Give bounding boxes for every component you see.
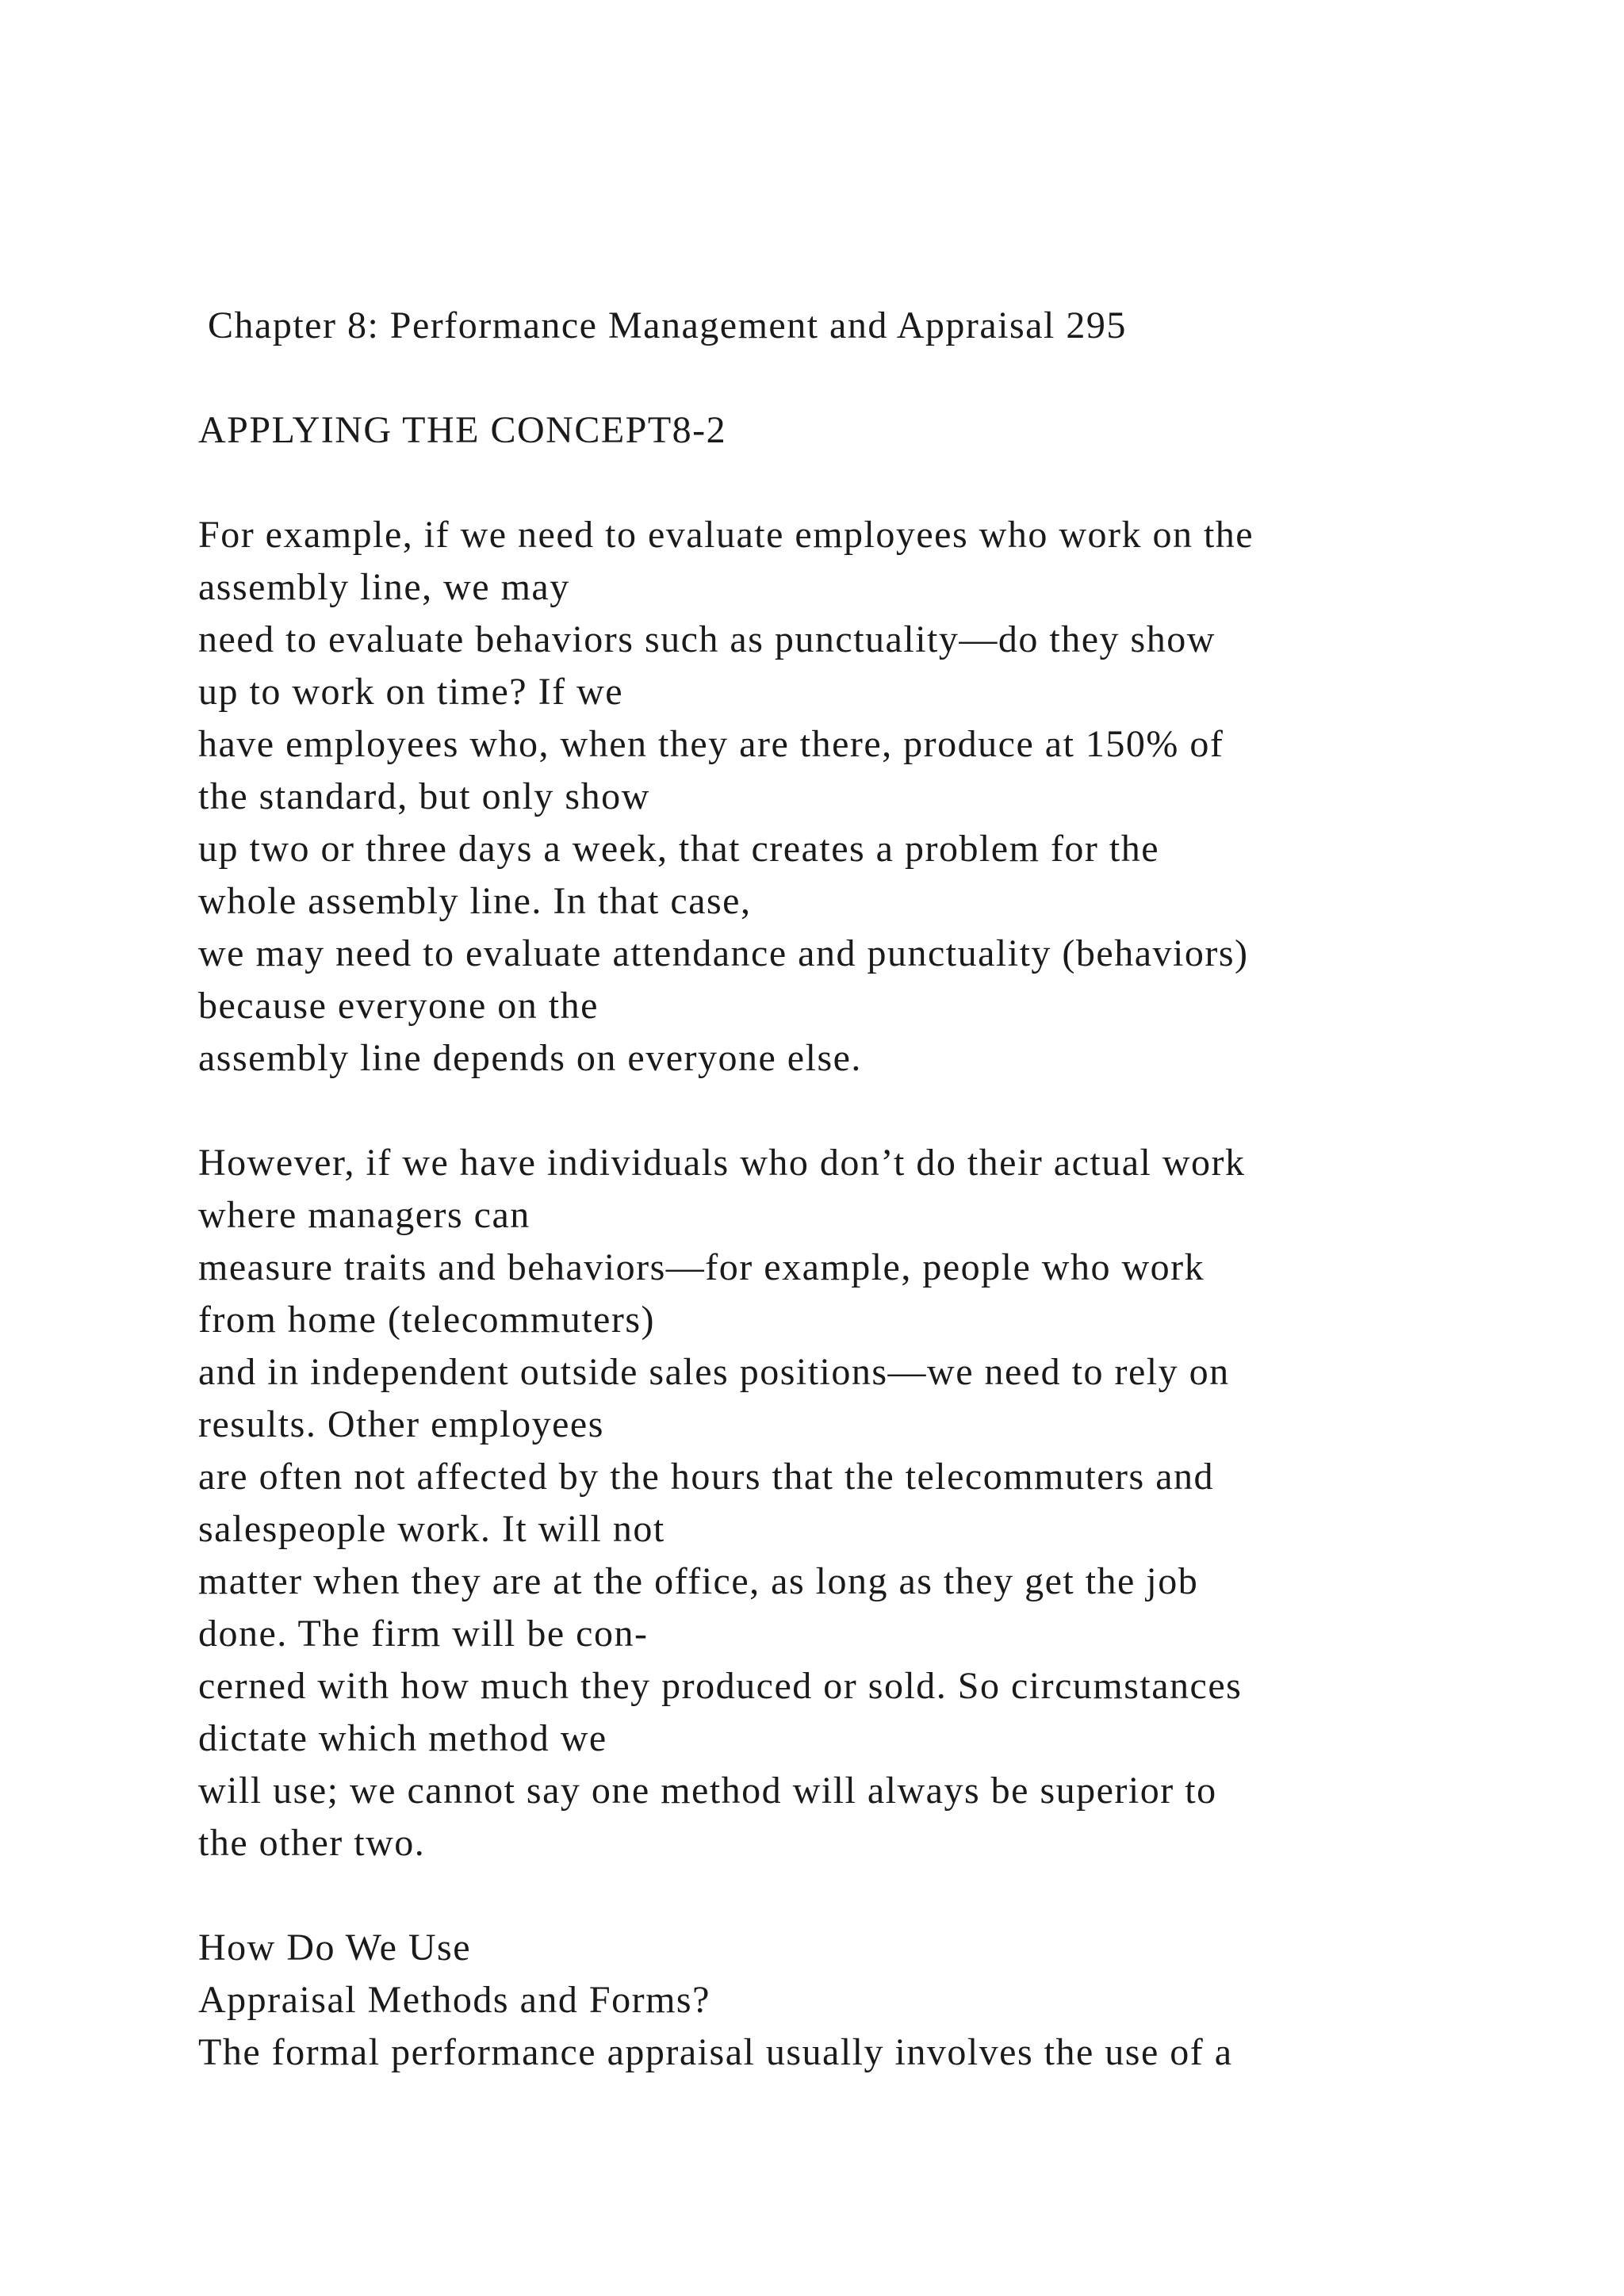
text-line: salespeople work. It will not bbox=[198, 1508, 665, 1550]
text-line: done. The firm will be con- bbox=[198, 1613, 649, 1655]
chapter-header-text: Chapter 8: Performance Management and Appraisal 295 bbox=[208, 304, 1127, 346]
text-line: and in independent outside sales positions—we need to rely on bbox=[198, 1351, 1230, 1393]
heading-line: How Do We Use bbox=[198, 1927, 472, 1969]
paragraph-assembly-line bbox=[198, 509, 1594, 1085]
text-line: dictate which method we bbox=[198, 1717, 607, 1759]
section-label-text: APPLYING THE CONCEPT8-2 bbox=[198, 409, 727, 451]
chapter-header bbox=[208, 300, 1603, 352]
text-line: whole assembly line. In that case, bbox=[198, 880, 752, 922]
text-line: For example, if we need to evaluate employees who work on the bbox=[198, 514, 1254, 556]
text-line: up to work on time? If we bbox=[198, 671, 624, 713]
text-line: assembly line, we may bbox=[198, 566, 570, 608]
text-line: from home (telecommuters) bbox=[198, 1299, 655, 1341]
paragraph-results-based bbox=[198, 1137, 1594, 1869]
paragraph-formal-appraisal bbox=[198, 2026, 1594, 2079]
text-line: assembly line depends on everyone else. bbox=[198, 1037, 862, 1079]
text-line: need to evaluate behaviors such as punctuality—do they show bbox=[198, 618, 1216, 660]
text-line: are often not affected by the hours that the telecommuters and bbox=[198, 1456, 1214, 1498]
text-line: where managers can bbox=[198, 1194, 530, 1236]
text-line: because everyone on the bbox=[198, 985, 599, 1027]
text-line: However, if we have individuals who don’t do their actual work bbox=[198, 1142, 1246, 1184]
text-line: results. Other employees bbox=[198, 1403, 604, 1445]
text-line: will use; we cannot say one method will always be superior to bbox=[198, 1770, 1217, 1812]
heading-line: Appraisal Methods and Forms? bbox=[198, 1979, 710, 2021]
text-line: the other two. bbox=[198, 1822, 426, 1864]
text-line: the standard, but only show bbox=[198, 775, 650, 817]
text-line: we may need to evaluate attendance and punctuality (behaviors) bbox=[198, 932, 1249, 974]
text-line: cerned with how much they produced or sold. So circumstances bbox=[198, 1665, 1243, 1707]
text-line: measure traits and behaviors—for example, people who work bbox=[198, 1246, 1205, 1288]
text-line: up two or three days a week, that creates a problem for the bbox=[198, 828, 1160, 870]
text-line: matter when they are at the office, as long as they get the job bbox=[198, 1560, 1199, 1602]
section-heading bbox=[198, 1922, 1594, 2026]
text-line: have employees who, when they are there, produce at 150% of bbox=[198, 723, 1224, 765]
text-line: The formal performance appraisal usually involves the use of a bbox=[198, 2031, 1233, 2073]
section-label bbox=[198, 404, 1594, 457]
